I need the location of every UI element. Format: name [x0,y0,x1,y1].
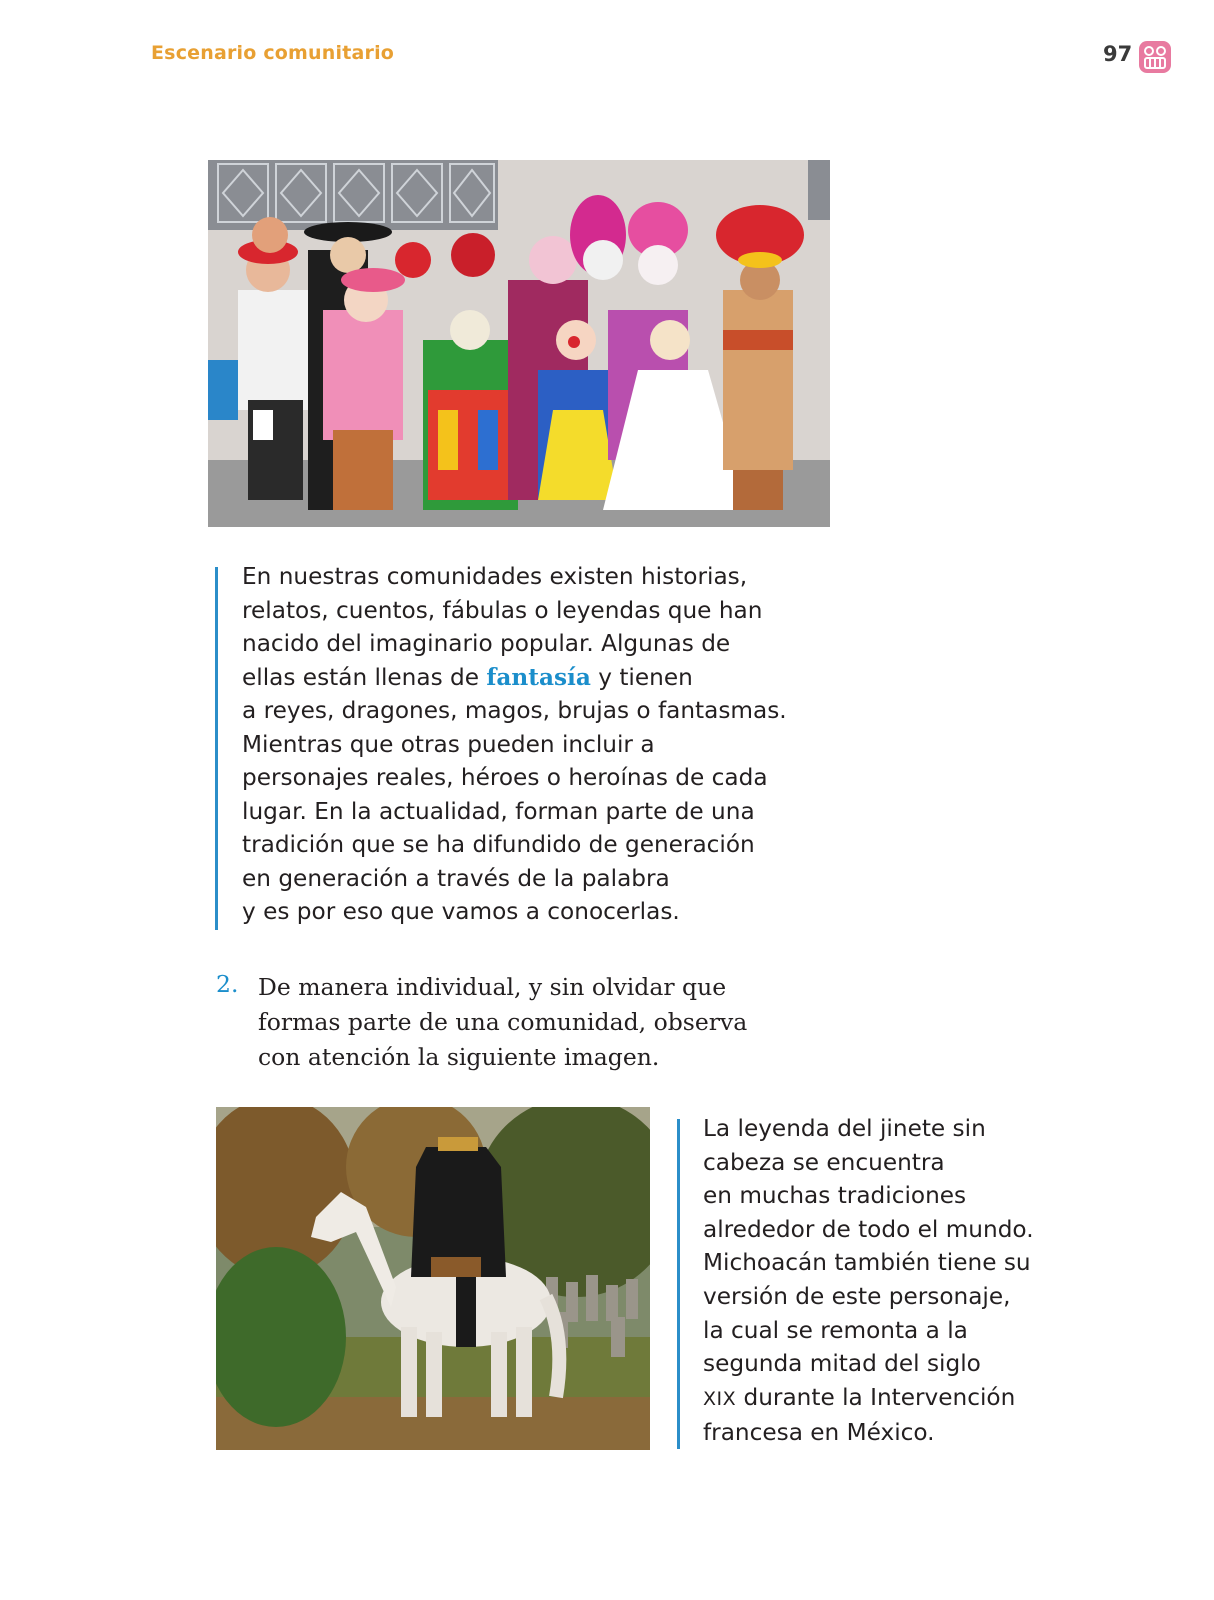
intro-line [242,661,842,695]
quote-rule [215,567,218,930]
glyph-icon [1138,40,1172,74]
intro-line: En nuestras comunidades existen historias, [242,563,748,590]
legend-line [703,1381,1083,1417]
legend-line: segunda mitad del siglo [703,1350,981,1378]
photo-headless-horseman [216,1107,650,1450]
activity-instructions [258,970,818,1075]
legend-line: La leyenda del jinete sin [703,1115,986,1142]
legend-line: la cual se remonta a la [703,1316,968,1344]
intro-line: relatos, cuentos, fábulas o leyendas que han [242,596,763,624]
intro-line: nacido del imaginario popular. Algunas de [242,630,731,657]
intro-line: Mientras que otras pueden incluir a [242,730,655,758]
intro-line: tradición que se ha difundido de generación [242,831,755,858]
activity-number: 2. [216,970,239,998]
intro-line: personajes reales, héroes o heroínas de cada [242,764,768,791]
legend-line: en muchas tradiciones [703,1182,967,1210]
activity-line: con atención la siguiente imagen. [258,1043,660,1071]
photo-masked-children [208,160,830,527]
page-number: 97 [1103,42,1133,66]
legend-line: Michoacán también tiene su [703,1249,1031,1277]
intro-line-start: ellas están llenas de [242,663,487,691]
section-title: Escenario comunitario [151,42,395,64]
activity-line: formas parte de una comunidad, observa [258,1008,748,1036]
legend-paragraph [703,1112,1083,1450]
legend-line: francesa en México. [703,1419,935,1447]
intro-line: a reyes, dragones, magos, brujas o fantasmas. [242,697,787,724]
caption-rule [677,1119,680,1449]
legend-line: cabeza se encuentra [703,1148,945,1176]
legend-line: versión de este personaje, [703,1282,1011,1310]
intro-line: lugar. En la actualidad, forman parte de una [242,797,755,825]
intro-line: en generación a través de la palabra [242,864,670,892]
legend-line-rest: durante la Intervención [736,1383,1016,1411]
glossary-word-fantasia[interactable]: fantasía [486,663,591,691]
intro-paragraph [242,560,842,929]
intro-line: y es por eso que vamos a conocerlas. [242,898,680,925]
century-numeral: XIX [703,1387,737,1410]
activity-line: De manera individual, y sin olvidar que [258,973,727,1001]
legend-line: alrededor de todo el mundo. [703,1215,1034,1243]
intro-line-end: y tienen [590,663,693,691]
